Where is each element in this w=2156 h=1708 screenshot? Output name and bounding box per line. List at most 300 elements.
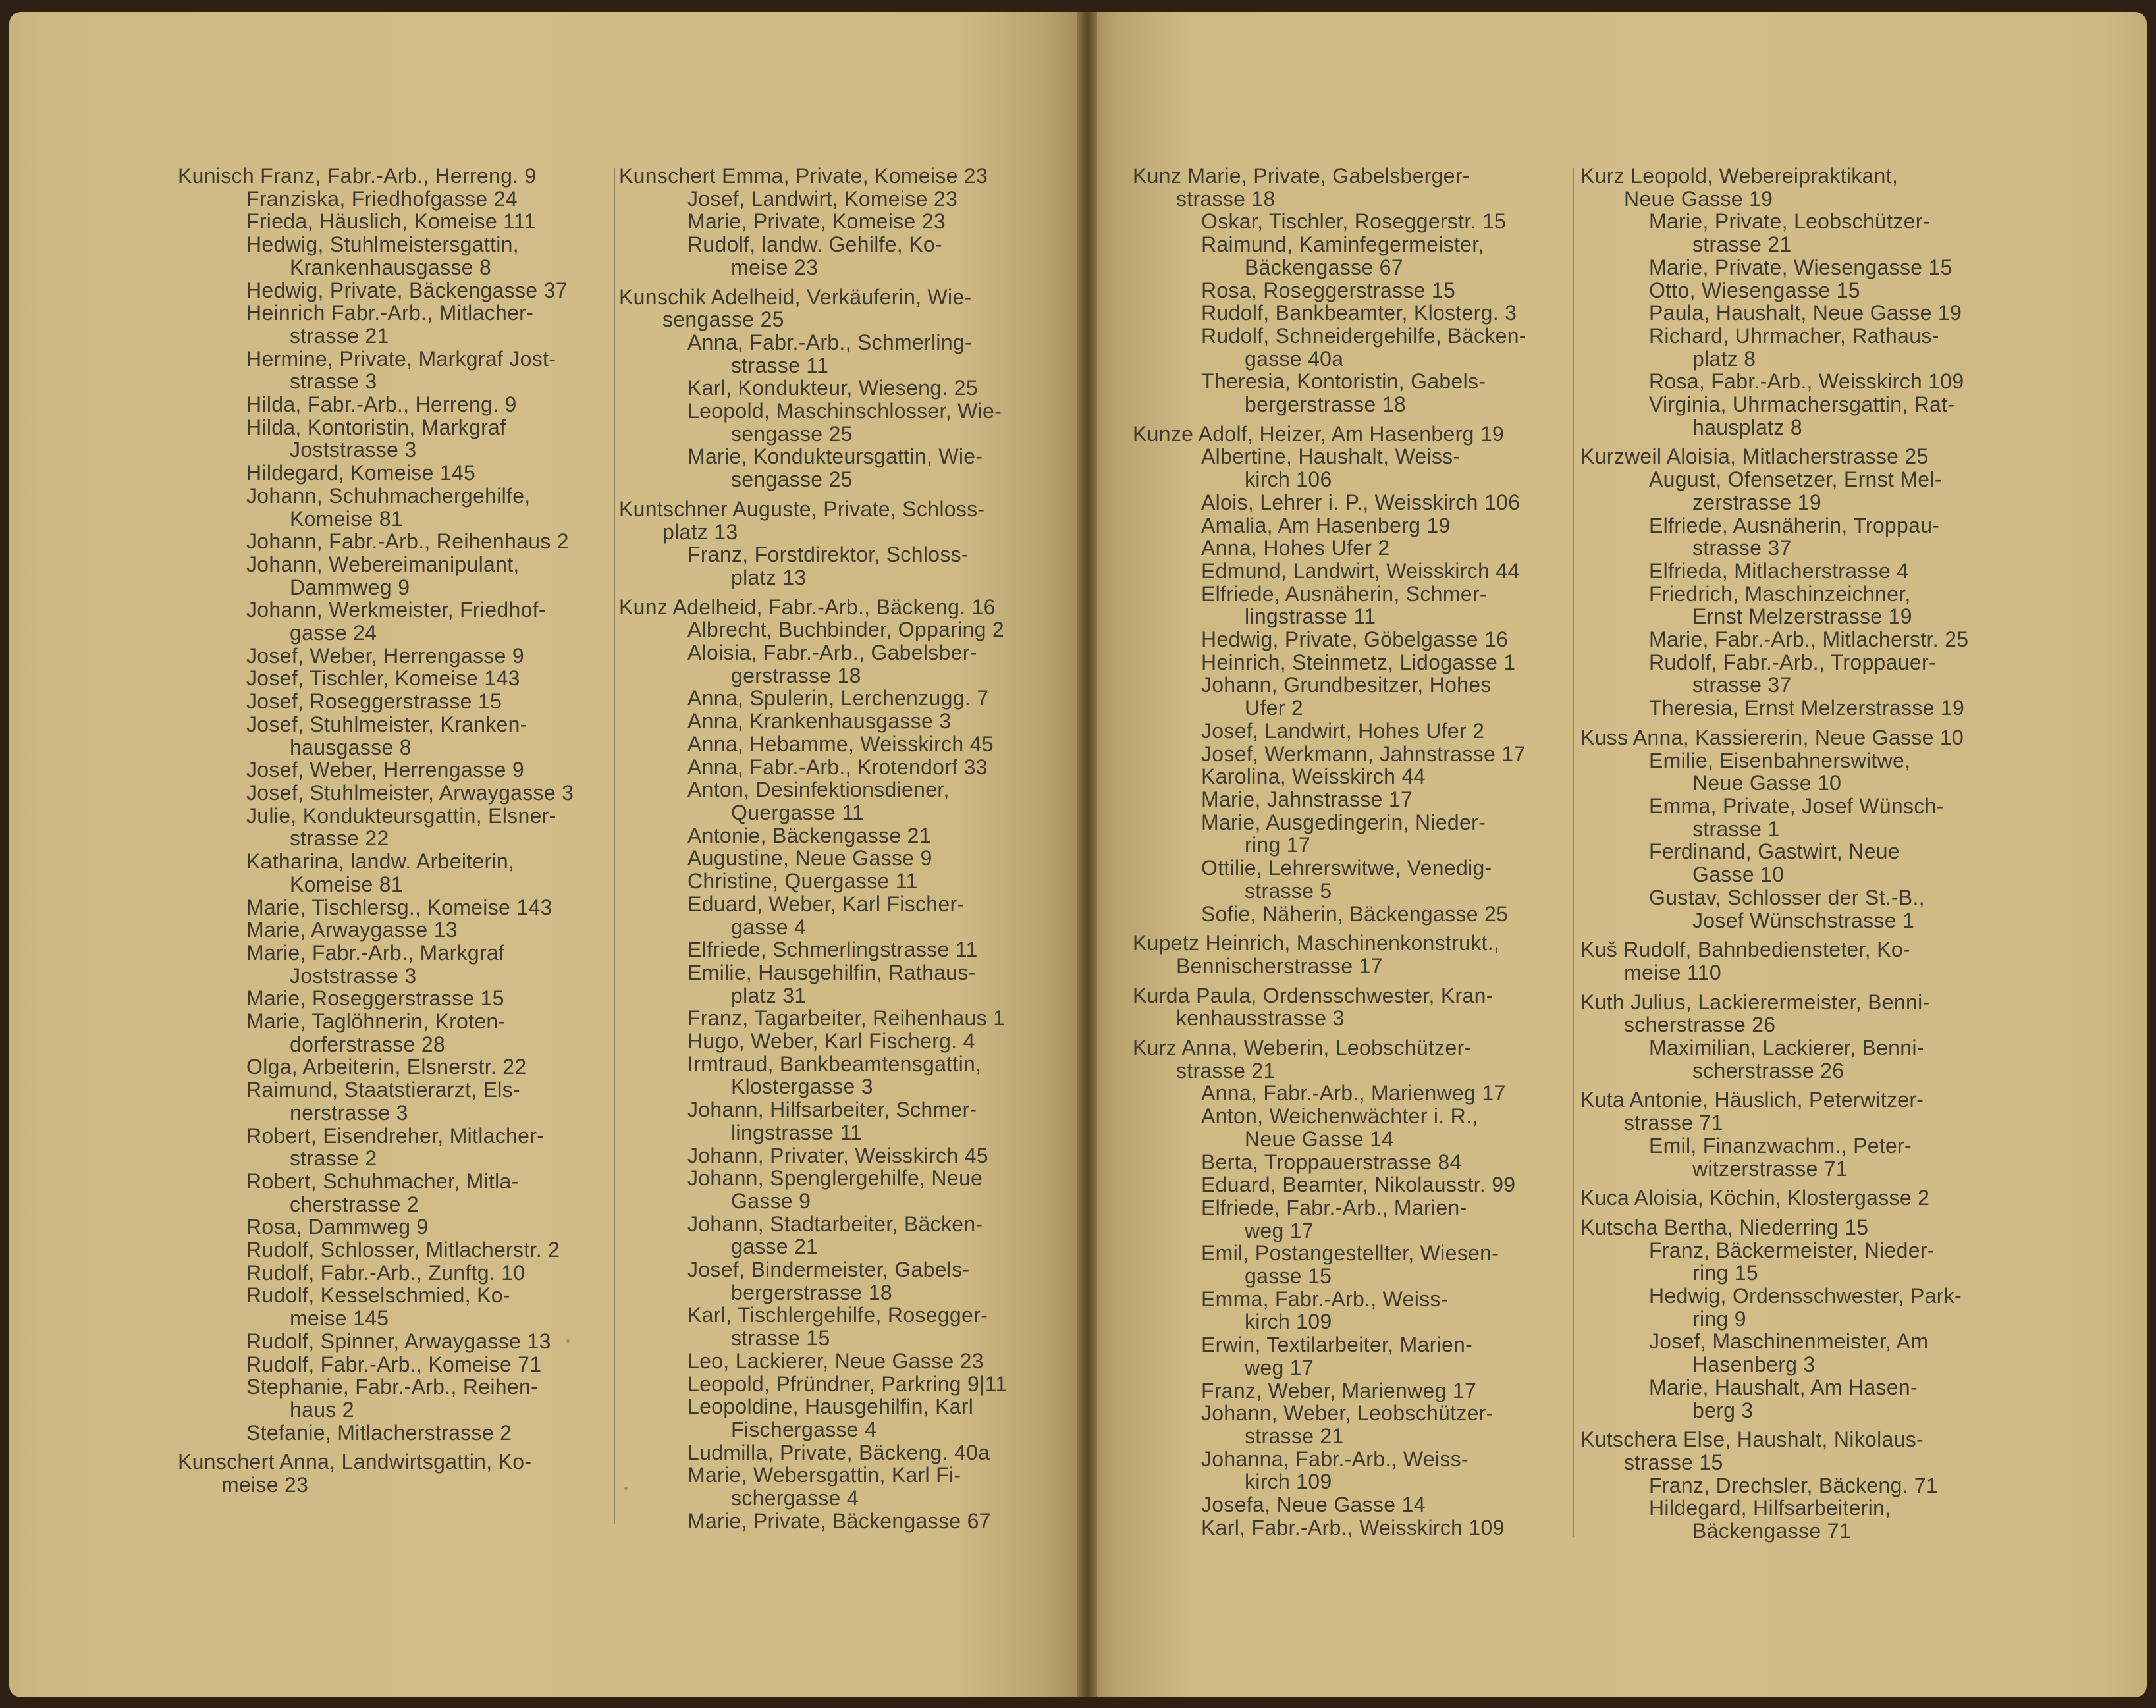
entry-continuation-line: Josef Wünschstrasse 1 <box>1692 908 1915 932</box>
entry-line: Johann, Weber, Leobschützer- <box>1201 1401 1494 1426</box>
directory-subentry <box>1133 674 1561 719</box>
directory-subentry <box>1580 1239 2028 1285</box>
directory-subentry <box>178 1375 599 1421</box>
directory-subentry <box>1580 1330 2028 1375</box>
directory-subentry <box>619 1350 1047 1373</box>
entry-line: Frieda, Häuslich, Komeise 111 <box>246 209 536 234</box>
entry-line: Anna, Fabr.-Arb., Marienweg 17 <box>1201 1081 1506 1106</box>
entry-line: Leopold, Maschinschlosser, Wie- <box>687 399 1002 423</box>
directory-entry <box>619 165 1047 188</box>
entry-continuation-line: kenhausstrasse 3 <box>1176 1006 1345 1030</box>
entry-continuation-line: strasse 15 <box>1624 1450 1723 1474</box>
entry-line: Elfriede, Fabr.-Arb., Marien- <box>1201 1195 1467 1219</box>
entry-line: Franz, Bäckermeister, Nieder- <box>1649 1238 1935 1262</box>
directory-subentry <box>619 756 1047 779</box>
right-page-column-1 <box>1133 158 1561 1539</box>
directory-subentry <box>619 210 1047 233</box>
directory-subentry <box>1133 325 1561 370</box>
directory-subentry <box>619 870 1047 893</box>
entry-line: Otto, Wiesengasse 15 <box>1649 278 1860 302</box>
entry-line: Alois, Lehrer i. P., Weisskirch 106 <box>1201 490 1521 514</box>
entry-continuation-line: ring 17 <box>1245 833 1310 857</box>
directory-subentry <box>1133 560 1561 583</box>
directory-subentry <box>1133 445 1561 491</box>
directory-entry <box>1580 726 2028 749</box>
directory-entry <box>178 165 599 188</box>
directory-subentry <box>619 1395 1047 1441</box>
directory-entry <box>178 1451 599 1496</box>
directory-subentry <box>1133 491 1561 514</box>
entry-line: Emil, Postangestellter, Wiesen- <box>1201 1241 1499 1266</box>
entry-line: Julie, Kondukteursgattin, Elsner- <box>246 803 556 828</box>
entry-continuation-line: Quergasse 11 <box>731 800 865 824</box>
directory-subentry <box>178 1170 599 1215</box>
entry-line: Kunschert Anna, Landwirtsgattin, Ko- <box>178 1450 532 1474</box>
directory-subentry <box>178 1215 599 1239</box>
directory-subentry <box>619 400 1047 445</box>
directory-subentry <box>1580 1497 2028 1542</box>
directory-subentry <box>178 233 599 279</box>
entry-line: Anna, Hebamme, Weisskirch 45 <box>687 732 994 756</box>
directory-subentry <box>1580 749 2028 795</box>
entry-continuation-line: Joststrasse 3 <box>290 963 417 988</box>
entry-line: Karl, Kondukteur, Wieseng. 25 <box>687 376 978 400</box>
entry-line: Ottilie, Lehrerswitwe, Venedig- <box>1201 856 1492 880</box>
entry-continuation-line: ring 15 <box>1692 1261 1758 1285</box>
entry-line: Ferdinand, Gastwirt, Neue <box>1649 840 1900 864</box>
directory-subentry <box>619 1373 1047 1396</box>
entry-line: Rudolf, landw. Gehilfe, Ko- <box>687 232 942 257</box>
entry-line: Aloisia, Fabr.-Arb., Gabelsber- <box>687 641 977 665</box>
entry-line: Rudolf, Fabr.-Arb., Troppauer- <box>1649 650 1936 674</box>
directory-subentry <box>178 1010 599 1055</box>
entry-line: Rudolf, Fabr.-Arb., Komeise 71 <box>246 1352 542 1376</box>
directory-subentry <box>619 1030 1047 1053</box>
directory-subentry <box>619 1144 1047 1167</box>
entry-line: Kurda Paula, Ordensschwester, Kran- <box>1133 983 1494 1007</box>
directory-subentry <box>178 713 599 759</box>
entry-line: Augustine, Neue Gasse 9 <box>687 846 932 870</box>
entry-continuation-line: strasse 21 <box>290 323 389 348</box>
directory-subentry <box>1580 393 2028 439</box>
directory-subentry <box>1133 210 1561 233</box>
directory-subentry <box>1133 302 1561 325</box>
directory-subentry <box>619 938 1047 961</box>
entry-line: Hedwig, Private, Göbelgasse 16 <box>1201 627 1509 652</box>
entry-continuation-line: Krankenhausgasse 8 <box>290 255 492 279</box>
entry-continuation-line: Ufer 2 <box>1245 696 1303 720</box>
entry-line: Franz, Forstdirektor, Schloss- <box>687 543 969 567</box>
directory-subentry <box>1133 743 1561 766</box>
entry-continuation-line: platz 31 <box>731 983 807 1007</box>
entry-line: Johann, Hilfsarbeiter, Schmer- <box>687 1098 977 1122</box>
directory-subentry <box>619 331 1047 377</box>
directory-subentry <box>619 445 1047 491</box>
entry-line: Kuss Anna, Kassiererin, Neue Gasse 10 <box>1580 725 1964 749</box>
directory-subentry <box>178 530 599 553</box>
entry-line: Hugo, Weber, Karl Fischerg. 4 <box>687 1029 975 1054</box>
entry-continuation-line: bergerstrasse 18 <box>1245 392 1406 417</box>
directory-subentry <box>619 1213 1047 1258</box>
directory-subentry <box>1133 279 1561 302</box>
entry-continuation-line: platz 13 <box>731 565 807 589</box>
directory-subentry <box>1133 537 1561 560</box>
entry-line: Stephanie, Fabr.-Arb., Reihen- <box>246 1375 539 1399</box>
entry-line: Franz, Weber, Marienweg 17 <box>1201 1378 1477 1402</box>
entry-continuation-line: Joststrasse 3 <box>290 438 417 462</box>
entry-line: Kutscha Bertha, Niederring 15 <box>1580 1215 1869 1239</box>
entry-line: Josef, Roseggerstrasse 15 <box>246 689 502 714</box>
directory-subentry <box>1580 840 2028 886</box>
entry-line: Elfriede, Schmerlingstrasse 11 <box>687 938 978 962</box>
directory-subentry <box>178 919 599 942</box>
directory-subentry <box>619 1510 1047 1533</box>
entry-line: Antonie, Bäckengasse 21 <box>687 823 931 847</box>
entry-line: Emma, Fabr.-Arb., Weiss- <box>1201 1287 1448 1311</box>
entry-line: Elfriede, Ausnäherin, Schmer- <box>1201 581 1487 606</box>
entry-continuation-line: zerstrasse 19 <box>1692 490 1821 514</box>
directory-entry <box>1580 991 2028 1036</box>
entry-line: Josefa, Neue Gasse 14 <box>1201 1493 1426 1517</box>
entry-line: Karl, Fabr.-Arb., Weisskirch 109 <box>1201 1515 1505 1539</box>
directory-subentry <box>1133 628 1561 651</box>
entry-continuation-line: Komeise 81 <box>290 872 403 896</box>
entry-line: Anton, Desinfektionsdiener, <box>687 778 950 802</box>
directory-subentry <box>1133 514 1561 537</box>
entry-continuation-line: Bennischerstrasse 17 <box>1176 953 1383 978</box>
entry-line: Marie, Webersgattin, Karl Fi- <box>687 1463 961 1487</box>
directory-subentry <box>1133 1173 1561 1196</box>
entry-line: Eduard, Weber, Karl Fischer- <box>687 892 965 916</box>
entry-line: Josef, Werkmann, Jahnstrasse 17 <box>1201 741 1526 766</box>
column-divider <box>614 168 615 1524</box>
directory-subentry <box>178 896 599 919</box>
entry-line: Kuta Antonie, Häuslich, Peterwitzer- <box>1580 1088 1924 1112</box>
directory-subentry <box>1580 325 2028 370</box>
entry-line: Kurz Anna, Weberin, Leobschützer- <box>1133 1036 1472 1060</box>
directory-subentry <box>1133 1196 1561 1242</box>
entry-line: Raimund, Staatstierarzt, Els- <box>246 1078 520 1102</box>
entry-line: Kuth Julius, Lackierermeister, Benni- <box>1580 990 1930 1014</box>
entry-line: Rudolf, Spinner, Arwaygasse 13 <box>246 1329 551 1353</box>
entry-line: Anna, Hohes Ufer 2 <box>1201 536 1390 560</box>
directory-subentry <box>178 279 599 302</box>
entry-line: Hedwig, Stuhlmeistersgattin, <box>246 232 519 257</box>
directory-subentry <box>1580 210 2028 255</box>
entry-continuation-line: Gasse 10 <box>1692 863 1785 887</box>
entry-line: Franz, Tagarbeiter, Reihenhaus 1 <box>687 1006 1006 1030</box>
entry-line: Emma, Private, Josef Wünsch- <box>1649 793 1944 818</box>
directory-subentry <box>1133 1516 1561 1539</box>
directory-subentry <box>1580 514 2028 560</box>
directory-subentry <box>1580 468 2028 514</box>
directory-subentry <box>1580 697 2028 720</box>
entry-line: Eduard, Beamter, Nikolausstr. 99 <box>1201 1173 1516 1197</box>
directory-subentry <box>619 893 1047 938</box>
entry-continuation-line: scherstrasse 26 <box>1624 1013 1776 1037</box>
directory-subentry <box>1133 788 1561 811</box>
entry-line: Johann, Werkmeister, Friedhof- <box>246 598 546 622</box>
directory-subentry <box>178 599 599 644</box>
directory-subentry <box>178 416 599 462</box>
directory-subentry <box>178 1079 599 1124</box>
directory-subentry <box>178 1262 599 1285</box>
entry-line: Albertine, Haushalt, Weiss- <box>1201 444 1461 469</box>
entry-line: Kurz Leopold, Webereipraktikant, <box>1580 164 1899 188</box>
directory-subentry <box>619 1098 1047 1144</box>
entry-continuation-line: strasse 1 <box>1692 816 1780 841</box>
entry-line: Josef, Weber, Herrengasse 9 <box>246 643 524 668</box>
entry-line: Marie, Fabr.-Arb., Markgraf <box>246 940 505 965</box>
entry-line: Josef, Bindermeister, Gabels- <box>687 1258 970 1282</box>
entry-continuation-line: strasse 3 <box>290 369 377 394</box>
directory-subentry <box>1133 1402 1561 1447</box>
entry-line: Marie, Taglöhnerin, Kroten- <box>246 1009 506 1034</box>
entry-line: Hildegard, Hilfsarbeiterin, <box>1649 1496 1891 1520</box>
entry-line: Kunschik Adelheid, Verkäuferin, Wie- <box>619 284 972 309</box>
entry-line: Kuš Rudolf, Bahnbediensteter, Ko- <box>1580 938 1910 962</box>
entry-continuation-line: Bäckengasse 67 <box>1245 255 1403 279</box>
directory-subentry <box>619 618 1047 641</box>
entry-continuation-line: weg 17 <box>1245 1218 1314 1242</box>
directory-subentry <box>619 1304 1047 1349</box>
entry-continuation-line: Hasenberg 3 <box>1692 1352 1816 1377</box>
entry-continuation-line: gasse 15 <box>1245 1264 1332 1289</box>
entry-line: Emilie, Eisenbahnerswitwe, <box>1649 748 1911 772</box>
entry-continuation-line: meise 110 <box>1624 960 1721 984</box>
directory-subentry <box>178 553 599 599</box>
entry-line: Erwin, Textilarbeiter, Marien- <box>1201 1333 1473 1357</box>
paper-speck <box>624 1487 628 1490</box>
entry-line: Marie, Private, Leobschützer- <box>1649 209 1930 234</box>
entry-line: Theresia, Kontoristin, Gabels- <box>1201 369 1486 394</box>
directory-subentry <box>1133 1105 1561 1150</box>
entry-continuation-line: scherstrasse 26 <box>1692 1058 1845 1082</box>
entry-line: Johann, Schuhmachergehilfe, <box>246 483 531 508</box>
directory-subentry <box>619 641 1047 687</box>
directory-subentry <box>1580 628 2028 651</box>
directory-subentry <box>619 687 1047 710</box>
entry-continuation-line: weg 17 <box>1245 1355 1314 1379</box>
entry-line: Hermine, Private, Markgraf Jost- <box>246 346 556 371</box>
entry-continuation-line: strasse 5 <box>1245 878 1332 903</box>
directory-subentry <box>178 759 599 782</box>
directory-subentry <box>619 233 1047 279</box>
entry-line: Josef, Landwirt, Komeise 23 <box>687 186 958 211</box>
directory-subentry <box>619 543 1047 589</box>
directory-entry <box>619 286 1047 331</box>
entry-line: Rudolf, Schneidergehilfe, Bäcken- <box>1201 323 1526 348</box>
directory-subentry <box>619 1258 1047 1304</box>
directory-subentry <box>178 188 599 211</box>
entry-line: Paula, Haushalt, Neue Gasse 19 <box>1649 301 1962 325</box>
directory-subentry <box>178 850 599 895</box>
directory-subentry <box>1133 1333 1561 1379</box>
directory-subentry <box>178 348 599 393</box>
directory-subentry <box>178 302 599 347</box>
entry-line: Sofie, Näherin, Bäckengasse 25 <box>1201 901 1509 926</box>
directory-entry <box>1133 165 1561 210</box>
entry-continuation-line: lingstrasse 11 <box>1245 604 1376 629</box>
entry-continuation-line: bergerstrasse 18 <box>731 1280 892 1304</box>
directory-subentry <box>1133 857 1561 902</box>
entry-line: Anna, Fabr.-Arb., Schmerling- <box>687 330 972 354</box>
entry-continuation-line: gasse 24 <box>290 621 377 645</box>
entry-line: Josef, Landwirt, Hohes Ufer 2 <box>1201 718 1485 743</box>
column-divider <box>1573 168 1574 1537</box>
directory-entry <box>1133 423 1561 446</box>
entry-line: Edmund, Landwirt, Weisskirch 44 <box>1201 558 1520 583</box>
directory-subentry <box>619 778 1047 824</box>
paper-speck <box>566 1339 570 1343</box>
left-page-column-2 <box>619 158 1047 1532</box>
entry-line: Marie, Jahnstrasse 17 <box>1201 787 1413 811</box>
entry-line: Hilda, Fabr.-Arb., Herreng. 9 <box>246 392 517 417</box>
directory-subentry <box>1580 1285 2028 1330</box>
entry-line: Marie, Tischlersg., Komeise 143 <box>246 895 552 919</box>
entry-line: Kurzweil Aloisia, Mitlacherstrasse 25 <box>1580 444 1929 469</box>
entry-line: Kunze Adolf, Heizer, Am Hasenberg 19 <box>1133 421 1505 446</box>
entry-line: Kutschera Else, Haushalt, Nikolaus- <box>1580 1428 1924 1452</box>
entry-continuation-line: strasse 71 <box>1624 1111 1723 1135</box>
directory-subentry <box>178 1239 599 1262</box>
entry-continuation-line: strasse 15 <box>731 1326 830 1350</box>
directory-entry <box>1580 445 2028 468</box>
entry-continuation-line: strasse 21 <box>1245 1424 1344 1448</box>
entry-line: Johann, Fabr.-Arb., Reihenhaus 2 <box>246 529 569 554</box>
entry-line: Maximilian, Lackierer, Benni- <box>1649 1036 1924 1060</box>
directory-entry <box>1133 984 1561 1030</box>
entry-line: Richard, Uhrmacher, Rathaus- <box>1649 323 1939 348</box>
directory-subentry <box>178 1330 599 1353</box>
entry-line: Anna, Spulerin, Lerchenzugg. 7 <box>687 686 989 710</box>
entry-line: Stefanie, Mitlacherstrasse 2 <box>246 1420 512 1445</box>
entry-continuation-line: Neue Gasse 19 <box>1624 186 1773 211</box>
entry-continuation-line: Neue Gasse 10 <box>1692 771 1842 795</box>
directory-subentry <box>1133 1493 1561 1516</box>
entry-line: Robert, Eisendreher, Mitlacher- <box>246 1123 545 1148</box>
directory-subentry <box>1580 279 2028 302</box>
entry-continuation-line: Bäckengasse 71 <box>1692 1519 1851 1543</box>
directory-subentry <box>178 690 599 713</box>
directory-subentry <box>178 1422 599 1445</box>
entry-line: Rudolf, Kesselschmied, Ko- <box>246 1283 510 1308</box>
entry-line: Albrecht, Buchbinder, Opparing 2 <box>687 618 1005 642</box>
entry-continuation-line: schergasse 4 <box>731 1486 859 1510</box>
directory-subentry <box>619 1441 1047 1464</box>
entry-continuation-line: strasse 22 <box>290 826 389 851</box>
directory-subentry <box>178 805 599 850</box>
entry-continuation-line: Klostergasse 3 <box>731 1075 873 1099</box>
entry-line: Irmtraud, Bankbeamtensgattin, <box>687 1052 982 1076</box>
entry-line: Josef, Stuhlmeister, Arwaygasse 3 <box>246 780 574 805</box>
directory-subentry <box>619 1464 1047 1509</box>
entry-continuation-line: Komeise 81 <box>290 506 403 531</box>
entry-line: Hildegard, Komeise 145 <box>246 461 476 485</box>
entry-continuation-line: hausplatz 8 <box>1692 415 1802 439</box>
directory-subentry <box>1133 370 1561 415</box>
entry-line: Christine, Quergasse 11 <box>687 869 918 894</box>
directory-entry <box>1580 165 2028 210</box>
entry-continuation-line: haus 2 <box>290 1397 354 1422</box>
entry-line: Kunz Adelheid, Fabr.-Arb., Bäckeng. 16 <box>619 595 996 619</box>
directory-subentry <box>178 645 599 668</box>
entry-line: Marie, Fabr.-Arb., Mitlacherstr. 25 <box>1649 627 1969 652</box>
directory-subentry <box>1580 795 2028 840</box>
entry-line: Marie, Haushalt, Am Hasen- <box>1649 1375 1918 1399</box>
entry-continuation-line: strasse 18 <box>1176 186 1276 211</box>
directory-subentry <box>1580 886 2028 932</box>
entry-line: Raimund, Kaminfegermeister, <box>1201 232 1484 257</box>
entry-line: Leopold, Pfründner, Parkring 9|11 <box>687 1372 1008 1396</box>
entry-line: Johann, Stadtarbeiter, Bäcken- <box>687 1212 983 1236</box>
entry-line: Rosa, Roseggerstrasse 15 <box>1201 278 1456 302</box>
entry-line: Kunz Marie, Private, Gabelsberger- <box>1133 164 1470 188</box>
entry-continuation-line: Dammweg 9 <box>290 575 410 599</box>
entry-continuation-line: Gasse 9 <box>731 1188 811 1213</box>
entry-continuation-line: sengasse 25 <box>731 467 853 492</box>
entry-continuation-line: strasse 37 <box>1692 536 1792 560</box>
entry-line: Marie, Ausgedingerin, Nieder- <box>1201 810 1486 834</box>
book-gutter <box>1077 12 1097 1697</box>
entry-line: August, Ofensetzer, Ernst Mel- <box>1649 467 1942 492</box>
entry-line: Rudolf, Bankbeamter, Klosterg. 3 <box>1201 301 1517 325</box>
entry-line: Josef, Stuhlmeister, Kranken- <box>246 712 527 736</box>
entry-continuation-line: gasse 21 <box>731 1235 819 1259</box>
entry-line: Robert, Schuhmacher, Mitla- <box>246 1169 519 1193</box>
entry-line: Olga, Arbeiterin, Elsnerstr. 22 <box>246 1055 527 1079</box>
entry-line: Theresia, Ernst Melzerstrasse 19 <box>1649 696 1965 720</box>
entry-continuation-line: gasse 40a <box>1245 346 1344 371</box>
directory-subentry <box>1133 1448 1561 1493</box>
directory-subentry <box>619 1007 1047 1030</box>
directory-entry <box>1580 1187 2028 1210</box>
entry-continuation-line: hausgasse 8 <box>290 735 412 759</box>
entry-line: Kunschert Emma, Private, Komeise 23 <box>619 164 988 188</box>
entry-line: Amalia, Am Hasenberg 19 <box>1201 513 1451 537</box>
directory-subentry <box>1133 1379 1561 1402</box>
entry-line: Anna, Krankenhausgasse 3 <box>687 709 952 734</box>
entry-line: Virginia, Uhrmachersgattin, Rat- <box>1649 392 1955 417</box>
entry-continuation-line: gerstrasse 18 <box>731 663 861 687</box>
entry-continuation-line: nerstrasse 3 <box>290 1100 408 1125</box>
entry-continuation-line: strasse 21 <box>1692 232 1792 257</box>
directory-subentry <box>619 377 1047 400</box>
entry-line: Johann, Privater, Weisskirch 45 <box>687 1143 988 1167</box>
entry-line: Johann, Spenglergehilfe, Neue <box>687 1166 983 1190</box>
entry-line: Johann, Webereimanipulant, <box>246 552 520 576</box>
entry-line: Katharina, landw. Arbeiterin, <box>246 849 515 874</box>
directory-subentry <box>1580 1376 2028 1422</box>
entry-continuation-line: kirch 109 <box>1245 1310 1332 1334</box>
directory-subentry <box>619 847 1047 870</box>
directory-subentry <box>619 188 1047 211</box>
directory-subentry <box>178 1284 599 1329</box>
directory-subentry <box>1133 1151 1561 1174</box>
directory-subentry <box>619 961 1047 1007</box>
entry-line: Franz, Drechsler, Bäckeng. 71 <box>1649 1473 1939 1497</box>
entry-continuation-line: strasse 21 <box>1176 1058 1276 1082</box>
entry-continuation-line: kirch 109 <box>1245 1470 1332 1494</box>
directory-subentry <box>178 1055 599 1079</box>
entry-line: Elfrieda, Mitlacherstrasse 4 <box>1649 558 1909 583</box>
entry-line: Marie, Private, Bäckengasse 67 <box>687 1508 991 1533</box>
directory-subentry <box>1133 583 1561 628</box>
entry-continuation-line: meise 23 <box>221 1473 309 1497</box>
entry-line: Josef, Weber, Herrengasse 9 <box>246 758 524 782</box>
entry-line: Kunisch Franz, Fabr.-Arb., Herreng. 9 <box>178 164 537 188</box>
entry-line: Josef, Maschinenmeister, Am <box>1649 1329 1929 1354</box>
